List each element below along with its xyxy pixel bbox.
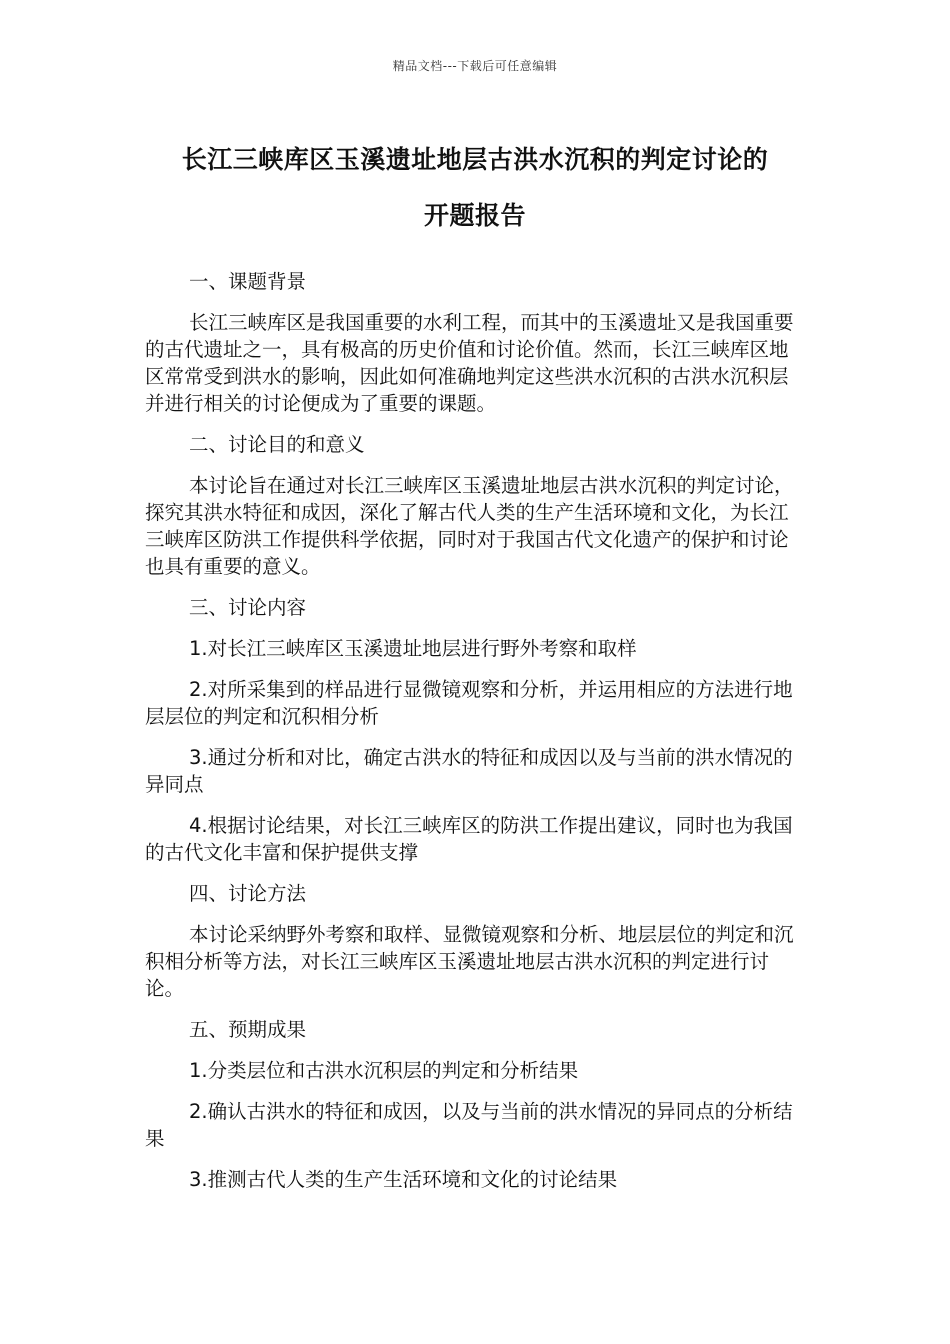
content-item-2: 2.对所采集到的样品进行显微镜观察和分析，并运用相应的方法进行地层层位的判定和沉积相分析 [145,678,793,728]
header-note: 精品文档---下载后可任意编辑 [392,59,558,73]
content-item-1: 1.对长江三峡库区玉溪遗址地层进行野外考察和取样 [189,637,637,660]
document-title [120,132,830,244]
outcome-item-2: 2.确认古洪水的特征和成因，以及与当前的洪水情况的异同点的分析结果 [145,1100,793,1150]
paragraph-background: 长江三峡库区是我国重要的水利工程，而其中的玉溪遗址又是我国重要的古代遗址之一，具有极高的历史价值和讨论价值。然而，长江三峡库区地区常常受到洪水的影响，因此如何准确地判定这些洪水沉积的古洪水沉积层并进行相关的讨论便成为了重要的课题。 [145,311,794,415]
outcome-item-1: 1.分类层位和古洪水沉积层的判定和分析结果 [189,1059,579,1082]
content-item-4: 4.根据讨论结果，对长江三峡库区的防洪工作提出建议，同时也为我国的古代文化丰富和保护提供支撑 [145,814,793,864]
section-heading-purpose: 二、讨论目的和意义 [189,433,365,456]
section-heading-content: 三、讨论内容 [189,596,307,619]
title-line-2: 开题报告 [423,201,526,230]
section-heading-methods: 四、讨论方法 [189,882,307,905]
section-heading-outcomes: 五、预期成果 [189,1018,307,1041]
title-line-1: 长江三峡库区玉溪遗址地层古洪水沉积的判定讨论的 [181,145,769,174]
section-heading-background: 一、课题背景 [189,270,307,293]
paragraph-methods: 本讨论采纳野外考察和取样、显微镜观察和分析、地层层位的判定和沉积相分析等方法，对长江三峡库区玉溪遗址地层古洪水沉积的判定进行讨论。 [145,923,794,1000]
paragraph-purpose: 本讨论旨在通过对长江三峡库区玉溪遗址地层古洪水沉积的判定讨论，探究其洪水特征和成因，深化了解古代人类的生产生活环境和文化，为长江三峡库区防洪工作提供科学依据，同时对于我国古代文化遗产的保护和讨论也具有重要的意义。 [145,474,794,578]
outcome-item-3: 3.推测古代人类的生产生活环境和文化的讨论结果 [189,1168,618,1191]
document-body [145,268,795,1207]
content-item-3: 3.通过分析和对比，确定古洪水的特征和成因以及与当前的洪水情况的异同点 [145,746,793,796]
